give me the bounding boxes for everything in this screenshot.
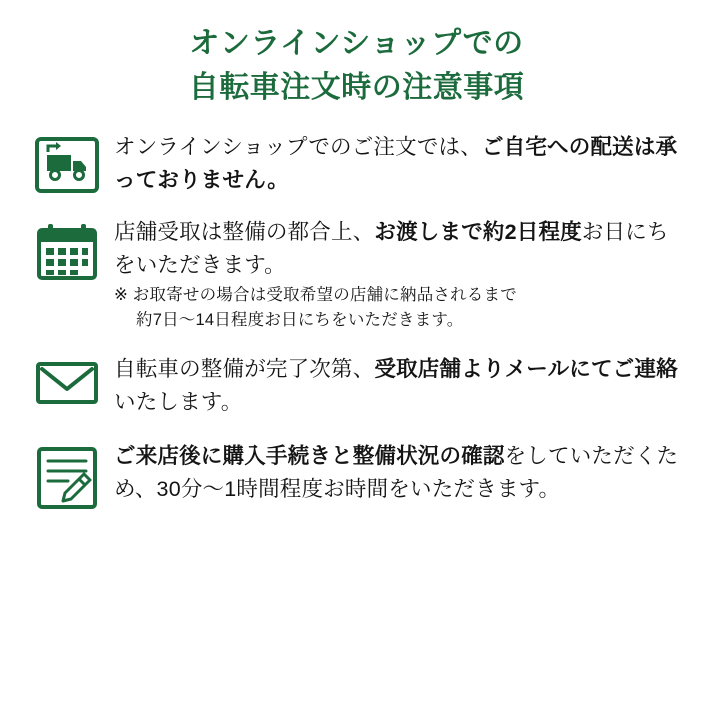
page-title-line-2: 自転車注文時の注意事項 (188, 70, 525, 104)
notice-text-delivery-part-0: オンラインショップでのご注文では、 (114, 135, 482, 159)
icon-cell-delivery (24, 131, 110, 198)
text-cell-mail (110, 353, 689, 418)
icon-cell-mail (24, 353, 110, 412)
notice-text-delivery-part-1: ご自宅への配送は承っておりません。 (114, 135, 678, 192)
notice-item-visit (18, 440, 695, 515)
mail-envelope-icon (35, 359, 99, 412)
document-pen-icon (35, 446, 99, 515)
notice-text-pickup-part-2: お日にちをいただきます。 (114, 220, 669, 277)
notice-text-visit (114, 440, 689, 505)
notice-item-delivery (18, 131, 695, 198)
notice-note-pickup-line-1: ※ お取寄せの場合は受取希望の店舗に納品されるまで (114, 286, 517, 305)
notice-text-mail (114, 353, 689, 418)
page-title-line-1: オンラインショップでの (189, 27, 524, 60)
notice-text-visit-part-0: ご来店後に購入手続きと整備状況の確認 (114, 444, 505, 469)
notice-note-pickup-line-2: 約7日〜14日程度お日にちをいただきます。 (136, 311, 464, 330)
notice-text-mail-part-1: 受取店舗よりメールにてご連絡 (374, 356, 678, 381)
notice-text-mail-part-0: 自転車の整備が完了次第、 (114, 356, 375, 381)
notice-text-pickup-part-1: お渡しまで約2日程度 (374, 220, 582, 244)
notice-item-pickup (18, 216, 695, 333)
notice-item-mail (18, 353, 695, 418)
calendar-icon (35, 222, 99, 287)
notice-text-pickup-part-0: 店舗受取は整備の都合上、 (114, 220, 375, 244)
icon-cell-pickup (24, 216, 110, 287)
text-cell-delivery (110, 131, 689, 196)
text-cell-visit (110, 440, 689, 505)
notice-text-delivery (114, 131, 689, 196)
icon-cell-visit (24, 440, 110, 515)
notice-text-visit-part-1: をしていただくため、30分〜1時間程度お時間をいただきます。 (114, 444, 679, 501)
delivery-truck-icon (35, 137, 99, 198)
notice-text-pickup (114, 216, 689, 281)
page-title (18, 22, 695, 109)
text-cell-pickup (110, 216, 689, 333)
notice-text-mail-part-2: いたします。 (114, 389, 243, 414)
notice-note-pickup (114, 283, 689, 333)
